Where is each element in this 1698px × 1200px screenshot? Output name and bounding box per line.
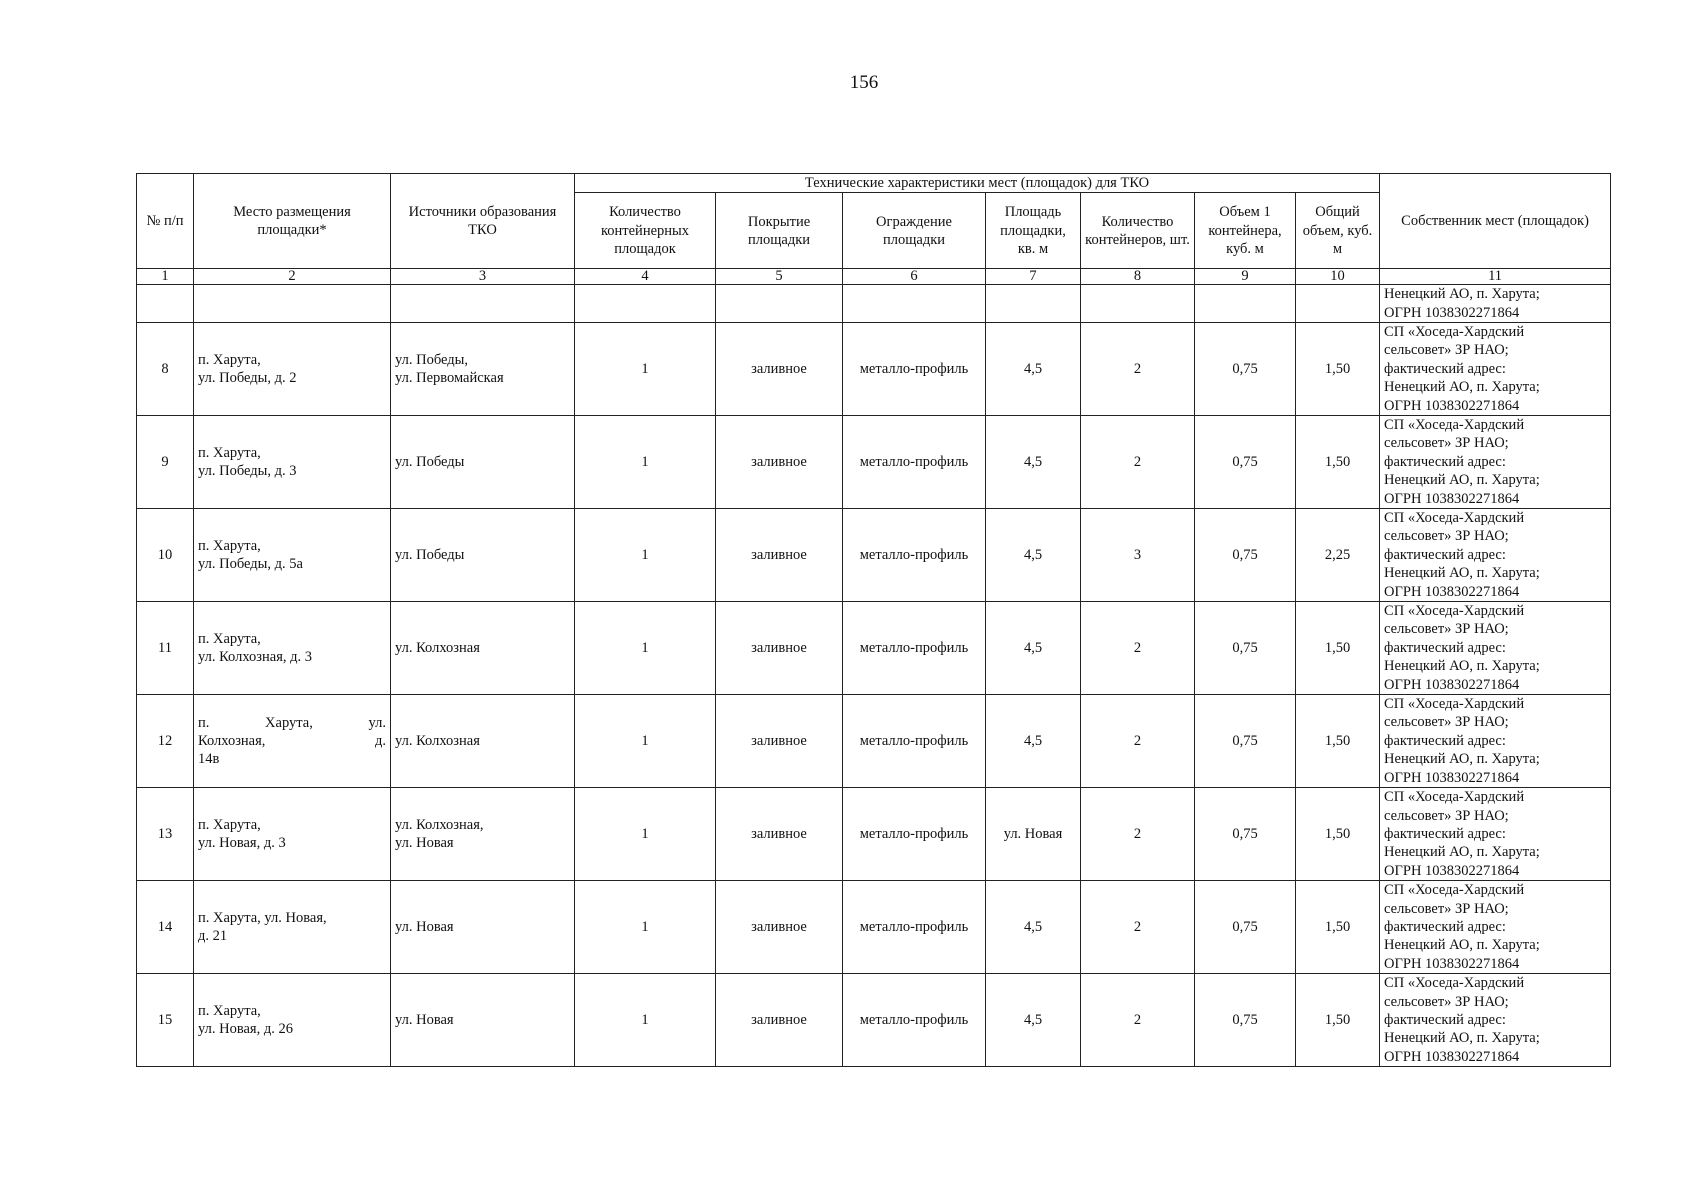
total-volume-cell: 1,50 [1296,695,1380,788]
column-number: 10 [1296,269,1380,285]
total-volume-cell: 2,25 [1296,509,1380,602]
total-volume-cell: 1,50 [1296,322,1380,415]
column-number: 5 [716,269,843,285]
container-count-cell: 3 [1081,509,1195,602]
column-number: 7 [986,269,1081,285]
platform-count-cell: 1 [575,415,716,508]
row-number: 15 [137,974,194,1067]
owner-cell [1380,285,1611,323]
place-cell-line: ул. Новая, д. 3 [198,835,286,852]
place-cell [194,509,391,602]
owner-line: сельсовет» ЗР НАО; [1384,714,1509,731]
header-container-volume: Объем 1 контейнера, куб. м [1195,193,1296,269]
container-volume-cell: 0,75 [1195,415,1296,508]
row-number: 10 [137,509,194,602]
owner-line: Ненецкий АО, п. Харута; [1384,472,1540,489]
owner-line: СП «Хоседа-Хардский [1384,416,1525,433]
place-cell-line: п. Харута, [198,630,261,647]
owner-line: сельсовет» ЗР НАО; [1384,900,1509,917]
column-number: 6 [843,269,986,285]
owner-line: Ненецкий АО, п. Харута; [1384,751,1540,768]
platform-count-cell: 1 [575,509,716,602]
header-area: Площадь площадки, кв. м [986,193,1081,269]
total-volume-cell: 1,50 [1296,881,1380,974]
owner-cell [1380,602,1611,695]
row-number: 12 [137,695,194,788]
sources-cell-line: ул. Первомайская [395,369,504,386]
place-cell [194,322,391,415]
place-cell-line: ул. Победы, д. 2 [198,369,297,386]
table-row [137,509,1611,602]
place-cell-line: п. Харута, ул. [198,714,386,731]
area-cell: 4,5 [986,695,1081,788]
container-count-cell: 2 [1081,602,1195,695]
owner-line: ОГРН 1038302271864 [1384,304,1520,321]
table-row [137,974,1611,1067]
owner-line: сельсовет» ЗР НАО; [1384,342,1509,359]
header-container-count: Количество контейнеров, шт. [1081,193,1195,269]
cover-cell: заливное [716,788,843,881]
owner-line: сельсовет» ЗР НАО; [1384,435,1509,452]
owner-cell [1380,881,1611,974]
cover-cell: заливное [716,881,843,974]
area-cell: 4,5 [986,415,1081,508]
owner-line: сельсовет» ЗР НАО; [1384,528,1509,545]
place-cell [194,881,391,974]
total-volume-cell: 1,50 [1296,602,1380,695]
total-volume-cell: 1,50 [1296,974,1380,1067]
column-number: 8 [1081,269,1195,285]
owner-line: ОГРН 1038302271864 [1384,676,1520,693]
table-row [137,602,1611,695]
owner-line: СП «Хоседа-Хардский [1384,510,1525,526]
sources-cell-line: ул. Колхозная [395,639,480,656]
fence-cell: металло-профиль [843,974,986,1067]
row-number: 11 [137,602,194,695]
owner-line: ОГРН 1038302271864 [1384,397,1520,414]
cover-cell: заливное [716,695,843,788]
owner-line: фактический адрес: [1384,546,1506,563]
cover-cell: заливное [716,322,843,415]
owner-line: фактический адрес: [1384,360,1506,377]
place-cell [194,415,391,508]
sources-cell [391,974,575,1067]
place-cell-line: ул. Победы, д. 3 [198,462,297,479]
container-count-cell: 2 [1081,695,1195,788]
owner-line: фактический адрес: [1384,825,1506,842]
owner-cell [1380,509,1611,602]
area-cell: 4,5 [986,322,1081,415]
owner-line: ОГРН 1038302271864 [1384,862,1520,879]
owner-cell [1380,788,1611,881]
area-cell: 4,5 [986,974,1081,1067]
owner-line: Ненецкий АО, п. Харута; [1384,658,1540,675]
container-volume-cell: 0,75 [1195,509,1296,602]
container-count-cell: 2 [1081,881,1195,974]
table-row [137,881,1611,974]
sources-cell-line: ул. Новая [395,835,454,852]
place-cell-line: ул. Новая, д. 26 [198,1021,293,1038]
header-place: Место размещения площадки* [194,174,391,269]
area-cell: 4,5 [986,509,1081,602]
sources-cell [391,695,575,788]
owner-line: Ненецкий АО, п. Харута; [1384,379,1540,396]
column-number: 3 [391,269,575,285]
place-cell-line: ул. Победы, д. 5а [198,556,303,573]
owner-line: ОГРН 1038302271864 [1384,955,1520,972]
column-number: 1 [137,269,194,285]
place-cell-line: д. 21 [198,928,228,945]
header-fence: Ограждение площадки [843,193,986,269]
place-cell-line: п. Харута, ул. Новая, [198,910,327,927]
table-row [137,788,1611,881]
place-cell [194,974,391,1067]
place-cell-line: п. Харута, [198,351,261,368]
header-number: № п/п [137,174,194,269]
owner-line: СП «Хоседа-Хардский [1384,975,1525,992]
row-number: 9 [137,415,194,508]
owner-line: Ненецкий АО, п. Харута; [1384,565,1540,582]
sources-cell-line: ул. Новая [395,1012,454,1029]
platform-count-cell: 1 [575,322,716,415]
container-count-cell: 2 [1081,415,1195,508]
sources-cell [391,881,575,974]
owner-line: ОГРН 1038302271864 [1384,490,1520,507]
fence-cell: металло-профиль [843,322,986,415]
fence-cell: металло-профиль [843,881,986,974]
container-volume-cell: 0,75 [1195,602,1296,695]
header-owner: Собственник мест (площадок) [1380,174,1611,269]
header-technical-group: Технические характеристики мест (площадок) для ТКО [575,174,1380,193]
cover-cell: заливное [716,974,843,1067]
row-number: 14 [137,881,194,974]
sources-cell-line: ул. Победы [395,453,465,470]
table-row [137,322,1611,415]
sources-cell [391,602,575,695]
fence-cell: металло-профиль [843,415,986,508]
container-count-cell: 2 [1081,788,1195,881]
owner-line: сельсовет» ЗР НАО; [1384,621,1509,638]
total-volume-cell: 1,50 [1296,415,1380,508]
continuation-row [137,285,1611,323]
table-row [137,695,1611,788]
container-count-cell: 2 [1081,974,1195,1067]
page-number: 156 [849,72,879,93]
owner-line: фактический адрес: [1384,453,1506,470]
sources-cell [391,322,575,415]
container-volume-cell: 0,75 [1195,695,1296,788]
fence-cell: металло-профиль [843,695,986,788]
owner-line: ОГРН 1038302271864 [1384,583,1520,600]
row-number: 13 [137,788,194,881]
header-platform-count: Количество контейнерных площадок [575,193,716,269]
owner-line: сельсовет» ЗР НАО; [1384,807,1509,824]
platform-count-cell: 1 [575,974,716,1067]
container-count-cell: 2 [1081,322,1195,415]
sources-cell-line: ул. Колхозная, [395,816,484,833]
header-sources: Источники образования ТКО [391,174,575,269]
owner-cell [1380,974,1611,1067]
place-cell-line: п. Харута, [198,816,261,833]
owner-line: Ненецкий АО, п. Харута; [1384,1030,1540,1047]
place-cell-line: Колхозная, д. [198,733,386,750]
cover-cell: заливное [716,602,843,695]
owner-line: Ненецкий АО, п. Харута; [1384,937,1540,954]
cover-cell: заливное [716,415,843,508]
sources-cell [391,415,575,508]
sources-cell-line: ул. Победы, [395,351,468,368]
platform-count-cell: 1 [575,602,716,695]
container-volume-cell: 0,75 [1195,881,1296,974]
table-row [137,415,1611,508]
owner-line: СП «Хоседа-Хардский [1384,789,1525,806]
owner-line: сельсовет» ЗР НАО; [1384,993,1509,1010]
area-cell: 4,5 [986,881,1081,974]
owner-line: фактический адрес: [1384,1011,1506,1028]
waste-sites-table [136,173,1611,1067]
owner-cell [1380,322,1611,415]
column-number: 2 [194,269,391,285]
owner-line: ОГРН 1038302271864 [1384,1048,1520,1065]
column-number: 4 [575,269,716,285]
owner-cell [1380,695,1611,788]
owner-line: фактический адрес: [1384,732,1506,749]
place-cell-line: п. Харута, [198,1003,261,1020]
area-cell: 4,5 [986,602,1081,695]
cover-cell: заливное [716,509,843,602]
total-volume-cell: 1,50 [1296,788,1380,881]
row-number: 8 [137,322,194,415]
container-volume-cell: 0,75 [1195,788,1296,881]
fence-cell: металло-профиль [843,509,986,602]
header-cover: Покрытие площадки [716,193,843,269]
owner-line: Ненецкий АО, п. Харута; [1384,286,1540,303]
sources-cell [391,509,575,602]
owner-line: фактический адрес: [1384,639,1506,656]
sources-cell-line: ул. Победы [395,546,465,563]
place-cell-line: п. Харута, [198,537,261,554]
sources-cell-line: ул. Новая [395,919,454,936]
platform-count-cell: 1 [575,881,716,974]
place-cell-line: п. Харута, [198,444,261,461]
sources-cell [391,788,575,881]
owner-line: СП «Хоседа-Хардский [1384,882,1525,899]
container-volume-cell: 0,75 [1195,322,1296,415]
owner-line: СП «Хоседа-Хардский [1384,696,1525,713]
owner-cell [1380,415,1611,508]
platform-count-cell: 1 [575,695,716,788]
owner-line: СП «Хоседа-Хардский [1384,323,1525,340]
owner-line: ОГРН 1038302271864 [1384,769,1520,786]
owner-line: Ненецкий АО, п. Харута; [1384,844,1540,861]
place-cell-line: ул. Колхозная, д. 3 [198,649,313,666]
place-cell-line: 14в [198,751,220,768]
platform-count-cell: 1 [575,788,716,881]
sources-cell-line: ул. Колхозная [395,733,480,750]
fence-cell: металло-профиль [843,602,986,695]
column-number: 11 [1380,269,1611,285]
container-volume-cell: 0,75 [1195,974,1296,1067]
column-number: 9 [1195,269,1296,285]
place-cell [194,788,391,881]
owner-line: фактический адрес: [1384,918,1506,935]
header-total-volume: Общий объем, куб. м [1296,193,1380,269]
place-cell [194,602,391,695]
fence-cell: металло-профиль [843,788,986,881]
place-cell [194,695,391,788]
owner-line: СП «Хоседа-Хардский [1384,603,1525,620]
column-number-row [137,269,1611,285]
area-cell: ул. Новая [986,788,1081,881]
